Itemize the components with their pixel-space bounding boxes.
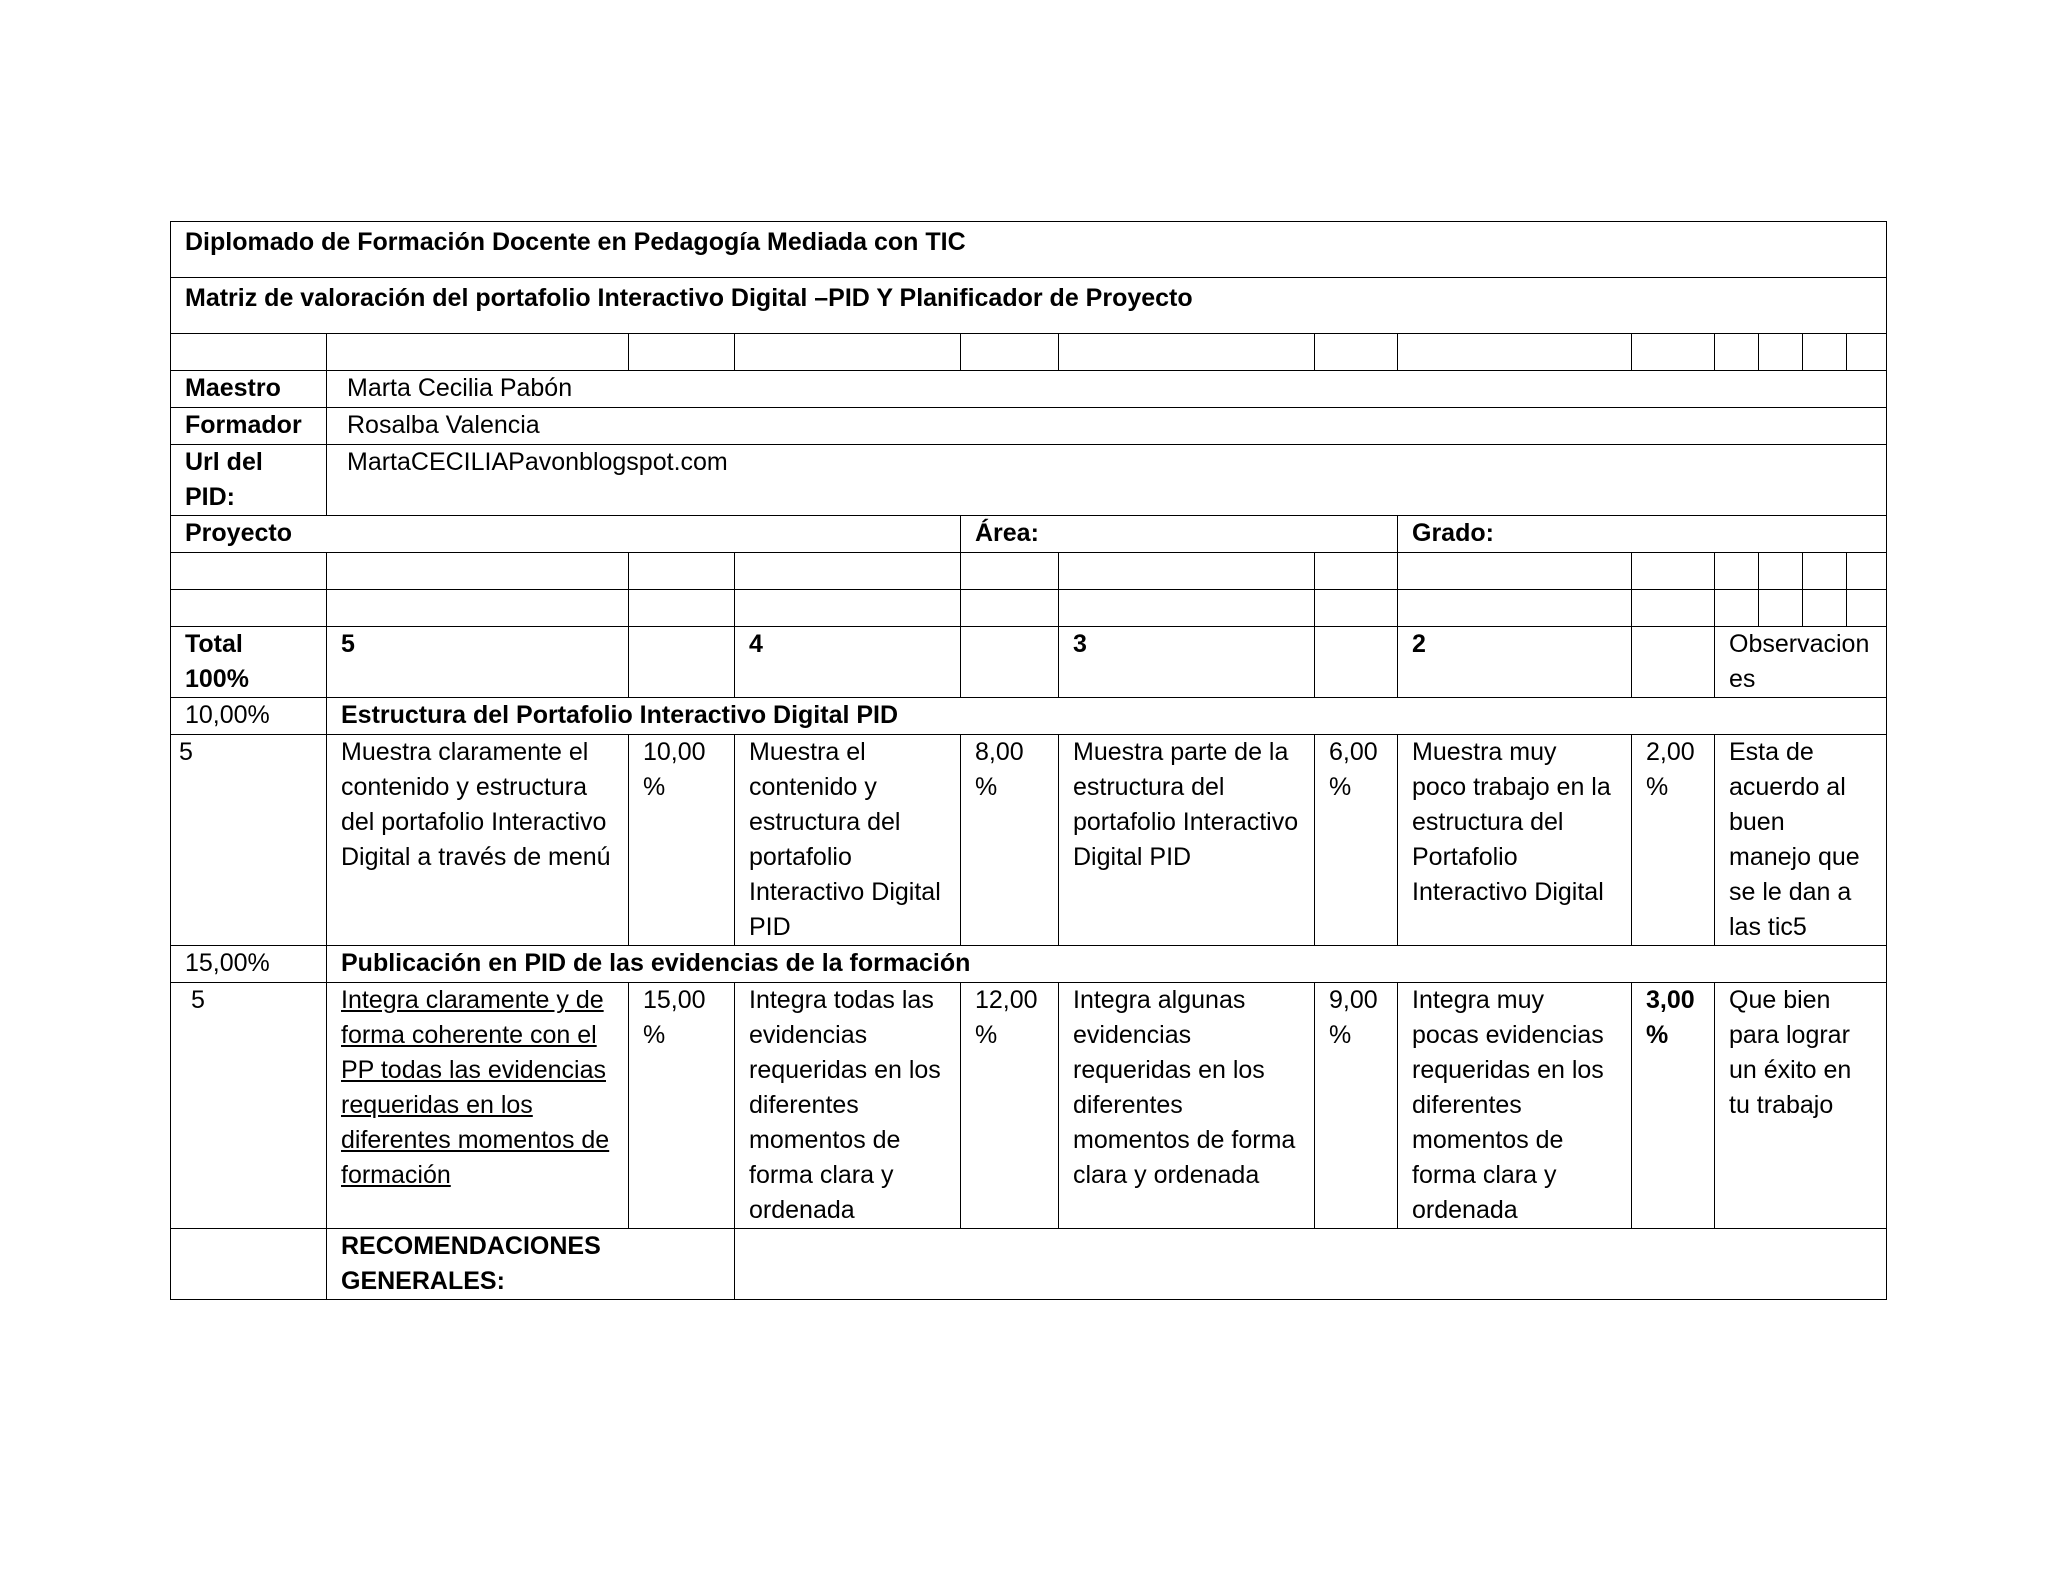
observaciones-header: Observaciones xyxy=(1715,627,1887,698)
level-4-header: 4 xyxy=(735,627,961,698)
level-5-percent: 10,00 % xyxy=(629,735,735,946)
level-2-header: 2 xyxy=(1398,627,1632,698)
level-2-description: Muestra muy poco trabajo en la estructura del Portafolio Interactivo Digital xyxy=(1398,735,1632,946)
level-3-header: 3 xyxy=(1059,627,1315,698)
empty-cell xyxy=(629,553,735,590)
empty-cell xyxy=(1632,590,1715,627)
level-2-percent: 2,00 % xyxy=(1632,735,1715,946)
document-subtitle: Matriz de valoración del portafolio Interactivo Digital –PID Y Planificador de Proyecto xyxy=(171,278,1887,334)
empty-cell xyxy=(1715,553,1759,590)
empty-cell xyxy=(1059,590,1315,627)
scale-header-row xyxy=(171,627,1887,698)
empty-cell xyxy=(1803,553,1847,590)
document-title: Diplomado de Formación Docente en Pedagogía Mediada con TIC xyxy=(171,222,1887,278)
level-4-percent: 8,00 % xyxy=(961,735,1059,946)
empty-cell xyxy=(1715,334,1759,371)
empty-cell xyxy=(1632,334,1715,371)
level-3-description: Integra algunas evidencias requeridas en los diferentes momentos de forma clara y ordenada xyxy=(1059,983,1315,1229)
criterion-levels-row xyxy=(171,983,1887,1229)
total-label: Total 100% xyxy=(171,627,327,698)
empty-cell xyxy=(1315,334,1398,371)
criterion-section-row xyxy=(171,946,1887,983)
empty-cell xyxy=(1847,334,1887,371)
empty-cell xyxy=(735,334,961,371)
empty-row xyxy=(171,590,1887,627)
maestro-row xyxy=(171,371,1887,408)
criterion-title: Publicación en PID de las evidencias de la formación xyxy=(327,946,1887,983)
level-4-description: Integra todas las evidencias requeridas en los diferentes momentos de forma clara y ordenada xyxy=(735,983,961,1229)
level-4-percent: 12,00 % xyxy=(961,983,1059,1229)
formador-label: Formador xyxy=(171,408,327,445)
title-row xyxy=(171,222,1887,278)
empty-cell xyxy=(1398,334,1632,371)
empty-cell xyxy=(1059,334,1315,371)
url-label: Url del PID: xyxy=(171,445,327,516)
empty-cell xyxy=(961,334,1059,371)
empty-cell xyxy=(171,1229,327,1300)
level-2-percent: 3,00 % xyxy=(1632,983,1715,1229)
proyecto-label: Proyecto xyxy=(171,516,961,553)
empty-cell xyxy=(735,553,961,590)
criterion-score: 5 xyxy=(171,735,327,946)
level-3-percent: 9,00 % xyxy=(1315,983,1398,1229)
recommendations-label: RECOMENDACIONES GENERALES: xyxy=(327,1229,735,1300)
maestro-value: Marta Cecilia Pabón xyxy=(327,371,1887,408)
level-3-description: Muestra parte de la estructura del portafolio Interactivo Digital PID xyxy=(1059,735,1315,946)
level-5-header: 5 xyxy=(327,627,629,698)
level-5-description: Integra claramente y de forma coherente con el PP todas las evidencias requeridas en los diferentes momentos de formación xyxy=(327,983,629,1229)
assessment-matrix-table xyxy=(170,221,1887,1300)
empty-cell xyxy=(1059,553,1315,590)
criterion-score: 5 xyxy=(171,983,327,1229)
empty-cell xyxy=(1315,590,1398,627)
recommendations-value xyxy=(735,1229,1887,1300)
empty-cell xyxy=(327,553,629,590)
url-value: MartaCECILIAPavonblogspot.com xyxy=(327,445,1887,516)
empty-cell xyxy=(1715,590,1759,627)
empty-cell xyxy=(1759,334,1803,371)
empty-cell xyxy=(1847,590,1887,627)
empty-cell xyxy=(735,590,961,627)
level-4-description: Muestra el contenido y estructura del portafolio Interactivo Digital PID xyxy=(735,735,961,946)
empty-cell xyxy=(1632,627,1715,698)
empty-cell xyxy=(629,334,735,371)
url-row xyxy=(171,445,1887,516)
empty-cell xyxy=(1759,590,1803,627)
area-label: Área: xyxy=(961,516,1398,553)
empty-cell xyxy=(1632,553,1715,590)
empty-cell xyxy=(1315,627,1398,698)
grado-label: Grado: xyxy=(1398,516,1887,553)
observation: Esta de acuerdo al buen manejo que se le dan a las tic5 xyxy=(1715,735,1887,946)
empty-cell xyxy=(1803,590,1847,627)
criterion-weight: 10,00% xyxy=(171,698,327,735)
level-2-description: Integra muy pocas evidencias requeridas en los diferentes momentos de forma clara y ordenada xyxy=(1398,983,1632,1229)
project-row xyxy=(171,516,1887,553)
criterion-weight: 15,00% xyxy=(171,946,327,983)
criterion-title: Estructura del Portafolio Interactivo Digital PID xyxy=(327,698,1887,735)
criterion-section-row xyxy=(171,698,1887,735)
empty-cell xyxy=(1398,553,1632,590)
observation: Que bien para lograr un éxito en tu trabajo xyxy=(1715,983,1887,1229)
level-5-percent: 15,00 % xyxy=(629,983,735,1229)
empty-cell xyxy=(1398,590,1632,627)
subtitle-row xyxy=(171,278,1887,334)
empty-cell xyxy=(171,334,327,371)
empty-cell xyxy=(171,553,327,590)
empty-cell xyxy=(1847,553,1887,590)
empty-row xyxy=(171,334,1887,371)
empty-cell xyxy=(961,627,1059,698)
recommendations-row xyxy=(171,1229,1887,1300)
empty-cell xyxy=(961,553,1059,590)
level-5-description: Muestra claramente el contenido y estructura del portafolio Interactivo Digital a través de menú xyxy=(327,735,629,946)
empty-cell xyxy=(629,590,735,627)
empty-cell xyxy=(171,590,327,627)
empty-cell xyxy=(1315,553,1398,590)
formador-value: Rosalba Valencia xyxy=(327,408,1887,445)
criterion-levels-row xyxy=(171,735,1887,946)
empty-cell xyxy=(629,627,735,698)
level-3-percent: 6,00 % xyxy=(1315,735,1398,946)
empty-cell xyxy=(327,334,629,371)
empty-cell xyxy=(1803,334,1847,371)
empty-row xyxy=(171,553,1887,590)
empty-cell xyxy=(1759,553,1803,590)
maestro-label: Maestro xyxy=(171,371,327,408)
empty-cell xyxy=(327,590,629,627)
empty-cell xyxy=(961,590,1059,627)
formador-row xyxy=(171,408,1887,445)
